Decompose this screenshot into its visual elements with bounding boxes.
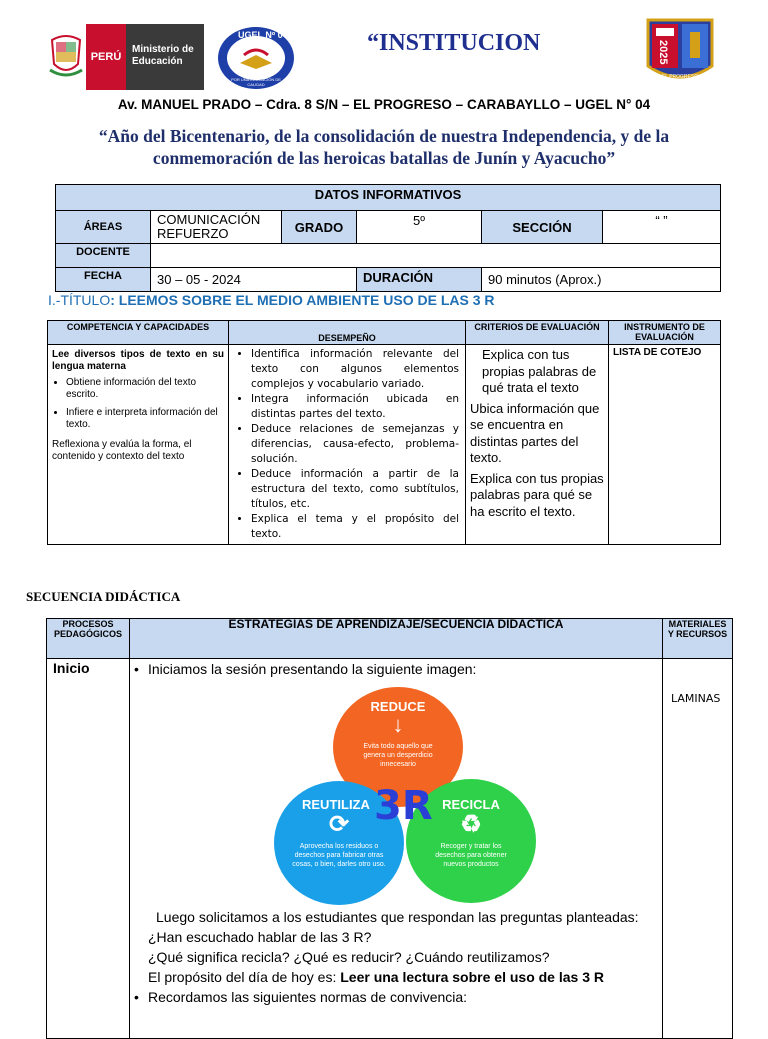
secuencia-title: SECUENCIA DIDÁCTICA (26, 589, 181, 604)
titulo-text: : LEEMOS SOBRE EL MEDIO AMBIENTE USO DE LAS 3 R (110, 292, 495, 308)
desempeno-item: • Explica el tema y el propósito del texto. (251, 512, 459, 542)
seccion-label: SECCIÓN (482, 211, 603, 244)
seccion-value: “ ” (603, 211, 721, 244)
proposito-prefix: El propósito del día de hoy es: (148, 969, 341, 985)
desempeno-item: • Deduce información a partir de la estructura del texto, como subtítulos, títulos, etc. (251, 467, 459, 512)
school-address: Av. MANUEL PRADO – Cdra. 8 S/N – EL PROGRESO – CARABAYLLO – UGEL N° 04 (117, 97, 651, 112)
criterio-item: Ubica información que se encuentra en distintas partes del texto. (470, 400, 600, 465)
titulo-prefix: I.-TÍTULO (48, 292, 111, 308)
proposito-bold: Leer una lectura sobre el uso de las 3 R (340, 969, 604, 985)
competencia-cell (48, 345, 229, 545)
areas-label: ÁREAS (56, 211, 151, 244)
logo-ugel-ring-text: POR UNA EDUCACIÓN DE CALIDAD (231, 77, 281, 87)
desempeno-cell (229, 345, 466, 545)
session-title (48, 292, 495, 308)
reduce-text: Evita todo aquello que genera un desperdicio innecesario (363, 743, 433, 768)
capacidad-item: • Obtiene información del texto escrito. (66, 377, 224, 401)
docente-value (151, 244, 721, 268)
datos-heading: DATOS INFORMATIVOS (56, 185, 721, 211)
criterios-cell (466, 345, 609, 545)
row-inicio-content (130, 659, 663, 1039)
question-1: ¿Han escuchado hablar de las 3 R? (148, 929, 372, 945)
peru-coat-of-arms (48, 30, 84, 80)
reduce-title: REDUCE (370, 699, 426, 714)
luego-text: Luego solicitamos a los estudiantes que respondan las preguntas planteadas: (156, 909, 639, 925)
recicla-text: Recoger y tratar los desechos para obtener nuevos productos (435, 843, 507, 868)
intro-text: Iniciamos la sesión presentando la siguiente imagen: (148, 661, 477, 677)
peru-red-block (86, 24, 126, 90)
grado-label: GRADO (282, 211, 357, 244)
col-estrategias: ESTRATEGIAS DE APRENDIZAJE/SECUENCIA DIDACTICA (130, 619, 663, 659)
reutiliza-title: REUTILIZA (302, 797, 370, 812)
capacidades-list (52, 377, 224, 431)
desempeno-item: • Deduce relaciones de semejanzas y diferencias, causa-efecto, problema-solución. (251, 422, 459, 467)
fecha-label: FECHA (56, 268, 151, 292)
competencia-title: Lee diversos tipos de texto en su lengua materna (52, 349, 224, 372)
criterio-item: Explica con tus propias palabras para qué se ha escrito el texto. (470, 470, 604, 519)
datos-informativos-table (55, 184, 721, 292)
criterio-item: Explica con tus propias palabras de qué trata el texto (482, 347, 597, 395)
down-arrow-icon: ↓ (392, 712, 404, 737)
proposito-line (130, 967, 662, 987)
logo-ugel-text: UGEL Nº 04 (238, 30, 288, 40)
header-desempeno: DESEMPEÑO (229, 321, 466, 345)
recicla-title: RECICLA (442, 797, 500, 812)
refresh-icon: ⟳ (328, 811, 350, 838)
docente-label: DOCENTE (56, 244, 151, 268)
header-criterios: CRITERIOS DE EVALUACIÓN (466, 321, 609, 345)
row-inicio-label: Inicio (47, 659, 130, 1039)
recycle-icon: ♻ (460, 811, 482, 838)
ugel-logo (216, 25, 296, 91)
year-motto: “Año del Bicentenario, de la consolidación de nuestra Independencia, y de la conmemoración de las heroicas batallas de Junín y Ayacucho” (98, 126, 670, 168)
logo-peru-text: PERÚ (90, 51, 122, 63)
header-instrumento: INSTRUMENTO DE EVALUACIÓN (609, 321, 721, 345)
instrumento-cell: LISTA DE COTEJO (609, 345, 721, 545)
duracion-value: 90 minutos (Aprox.) (482, 268, 721, 292)
capacidad-item: • Infiere e interpreta información del texto. (66, 407, 224, 431)
logo-ministerio-text: Ministerio de Educación (132, 44, 194, 67)
recordamos-line: • Recordamos las siguientes normas de convivencia: (134, 989, 468, 1005)
question-2: ¿Qué significa recicla? ¿Qué es reducir? ¿Cuándo reutilizamos? (148, 949, 550, 965)
materiales-cell (663, 659, 733, 1039)
desempeno-item: • Identifica información relevante del texto con algunos elementos complejos y vocabulario variado. (251, 347, 459, 392)
secuencia-table (46, 618, 733, 1039)
three-r-graphic (274, 683, 536, 905)
reflexiona-text: Reflexiona y evalúa la forma, el contenido y contexto del texto (52, 439, 192, 462)
desempeno-list (229, 347, 459, 542)
col-procesos: PROCESOS PEDAGÓGICOS (47, 619, 130, 659)
areas-value: COMUNICACIÓN REFUERZO (151, 211, 282, 244)
intro-line: • Iniciamos la sesión presentando la siguiente imagen: (134, 661, 477, 677)
desempeno-item: • Integra información ubicada en distintas partes del texto. (251, 392, 459, 422)
ministerio-logo (126, 24, 204, 90)
school-crest (646, 18, 714, 86)
duracion-label: DURACIÓN (357, 268, 482, 292)
institution-title: “INSTITUCION (367, 30, 541, 56)
reutiliza-text: Aprovecha los residuos o desechos para fabricar otras cosas, o bien, darles otro uso. (292, 843, 386, 868)
grado-value: 5º (357, 211, 482, 244)
col-materiales: MATERIALES Y RECURSOS (663, 619, 733, 659)
logo-school-caption: EL PROGRESO (661, 74, 699, 80)
header-competencia: COMPETENCIA Y CAPACIDADES (48, 321, 229, 345)
materiales-value: LAMINAS (671, 692, 721, 705)
fecha-value: 30 – 05 - 2024 (151, 268, 357, 292)
logo-school-year: 2025 (657, 40, 669, 65)
recordamos-text: Recordamos las siguientes normas de convivencia: (148, 989, 468, 1005)
three-r-center: 3R (374, 783, 433, 829)
competencia-table (47, 320, 721, 545)
